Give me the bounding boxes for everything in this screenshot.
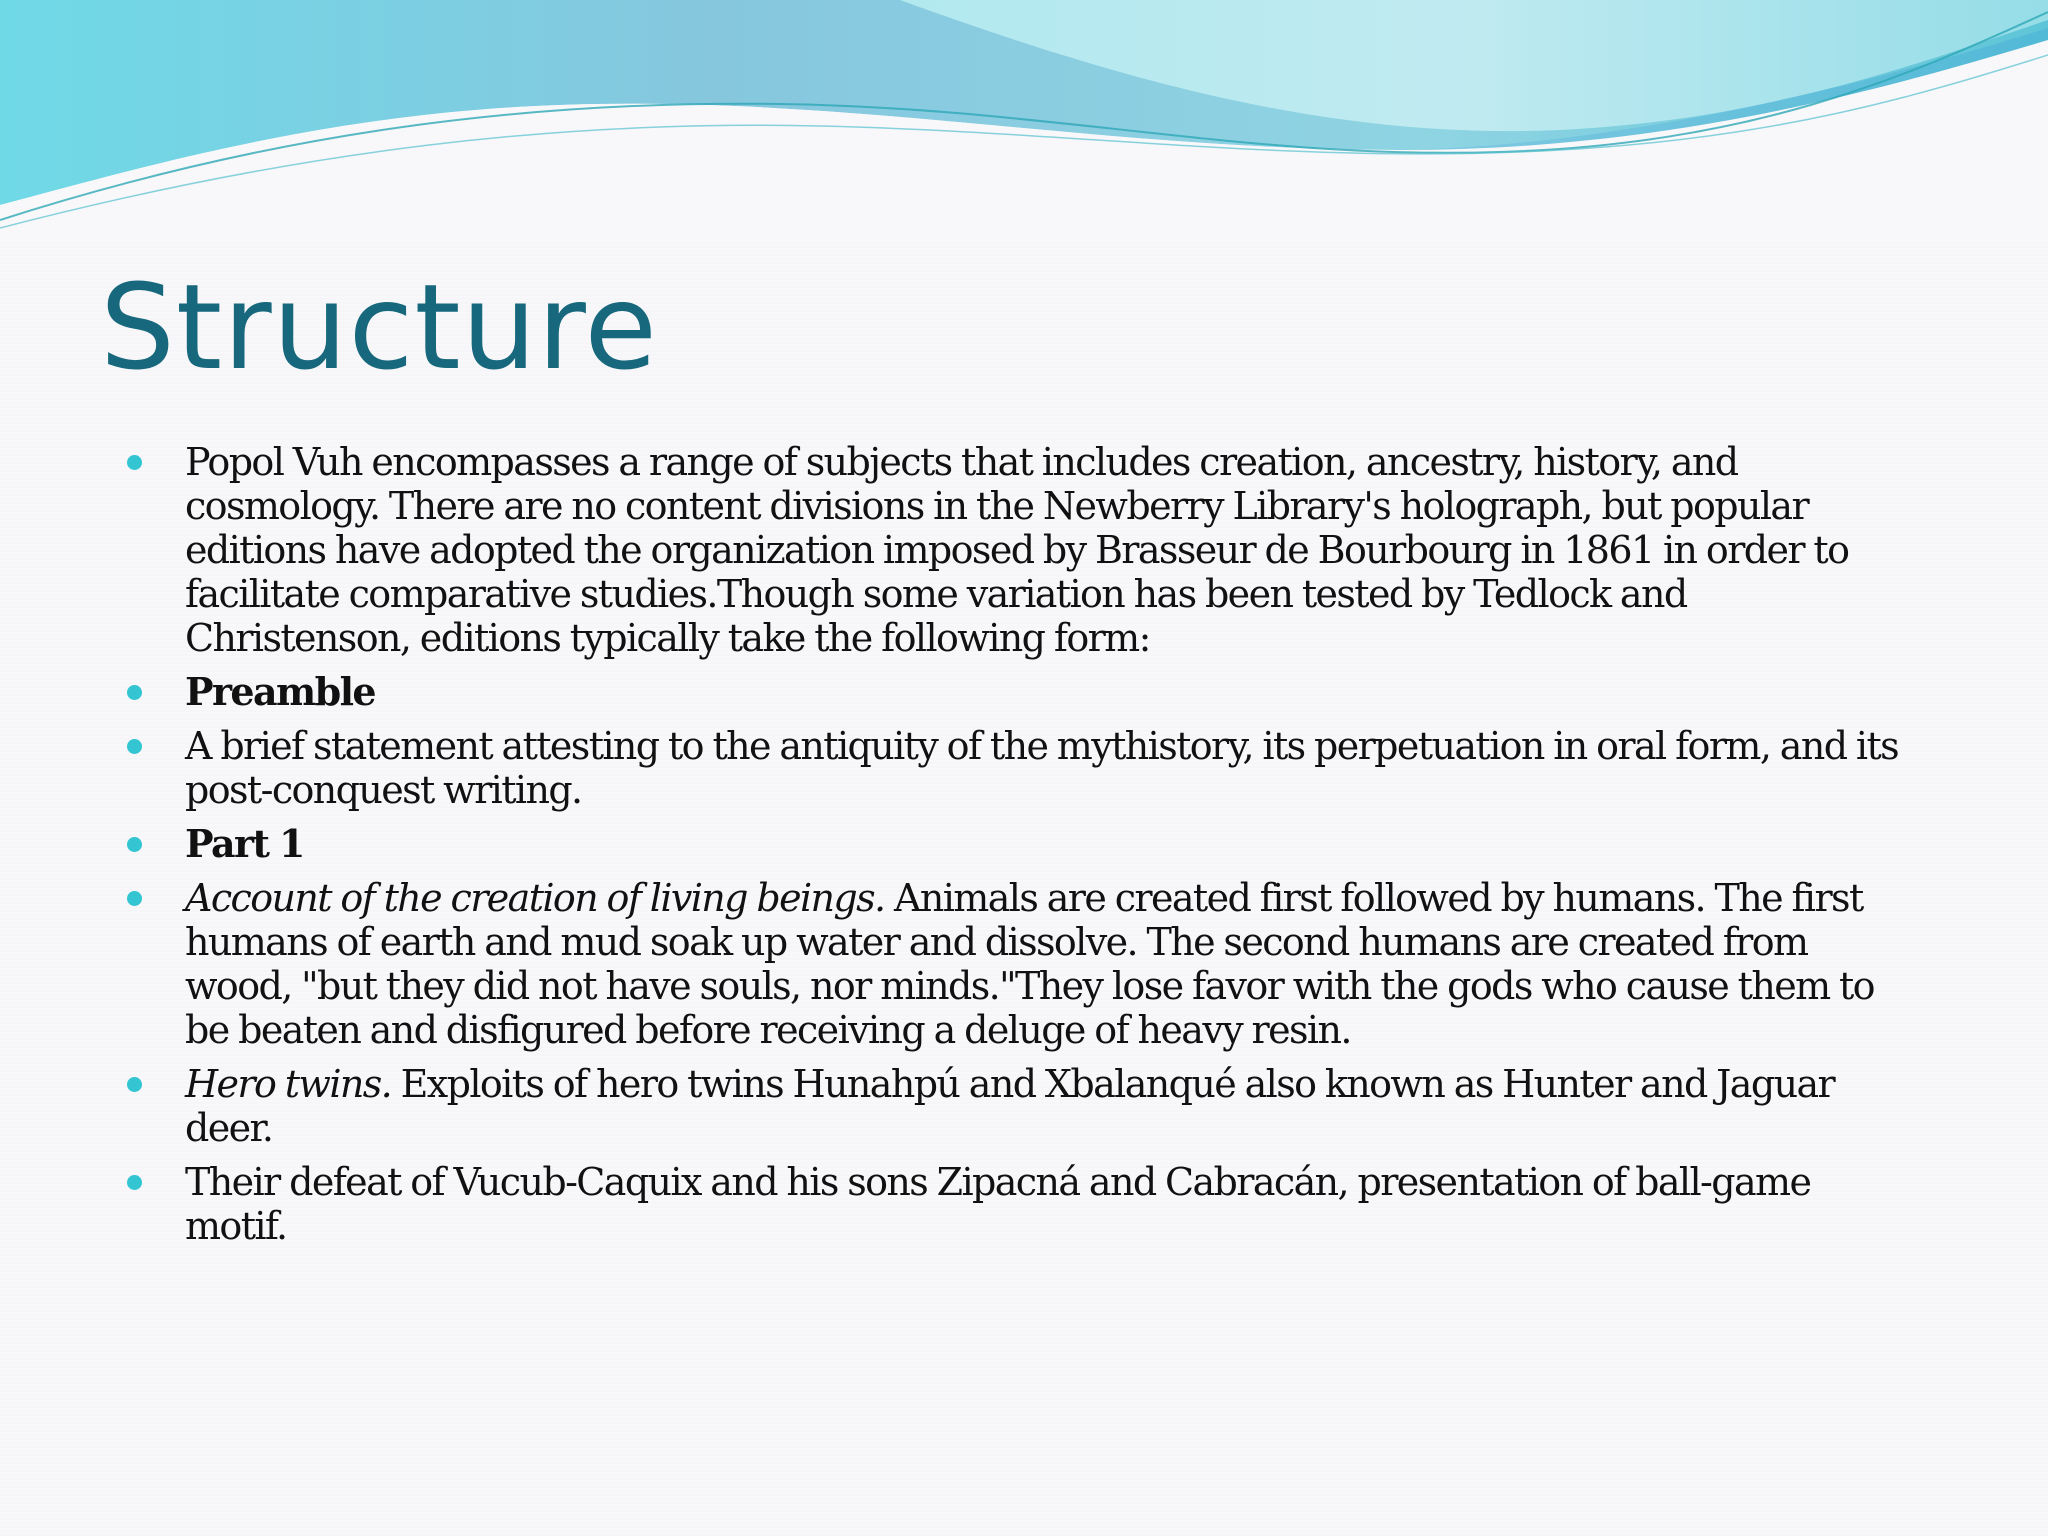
list-item [120, 724, 1920, 812]
list-item [120, 876, 1920, 1052]
bullet-icon [127, 455, 142, 470]
bullet-lead-italic: Hero twins. [185, 1062, 392, 1106]
list-item [120, 1160, 1920, 1248]
list-item [120, 822, 1920, 866]
header-wave-decoration [0, 0, 2048, 240]
bullet-text: A brief statement attesting to the antiquity of the mythistory, its perpetuation in oral form, and its post-conquest writing. [185, 724, 1899, 812]
bullet-icon [127, 1077, 142, 1092]
bullet-lead-italic: Account of the creation of living beings. [185, 876, 885, 920]
section-heading-part-1: Part 1 [185, 821, 304, 866]
bullet-text: Their defeat of Vucub-Caquix and his sons Zipacná and Cabracán, presentation of ball-game motif. [185, 1160, 1811, 1248]
bullet-icon [127, 685, 142, 700]
bullet-list [120, 440, 1920, 1258]
list-item [120, 440, 1920, 660]
bullet-icon [127, 837, 142, 852]
slide-title: Structure [100, 258, 658, 396]
bullet-icon [127, 891, 142, 906]
bullet-icon [127, 1175, 142, 1190]
bullet-icon [127, 739, 142, 754]
list-item [120, 1062, 1920, 1150]
list-item [120, 670, 1920, 714]
bullet-text: Animals are created first followed by humans. The first humans of earth and mud soak up water and dissolve. The second humans are created from wood, "but they did not have souls, nor minds."They lose favor with the gods who cause them to be beaten and disfigured before receiving a deluge of heavy resin. [185, 876, 1874, 1052]
bullet-text: Exploits of hero twins Hunahpú and Xbalanqué also known as Hunter and Jaguar deer. [185, 1062, 1835, 1150]
section-heading-preamble: Preamble [185, 669, 375, 714]
bullet-text: Popol Vuh encompasses a range of subjects that includes creation, ancestry, history, and cosmology. There are no content divisions in the Newberry Library's holograph, but popular editions have adopted the organization imposed by Brasseur de Bourbourg in 1861 in order to facilitate comparative studies.Though some variation has been tested by Tedlock and Christenson, editions typically take the following form: [185, 440, 1849, 660]
